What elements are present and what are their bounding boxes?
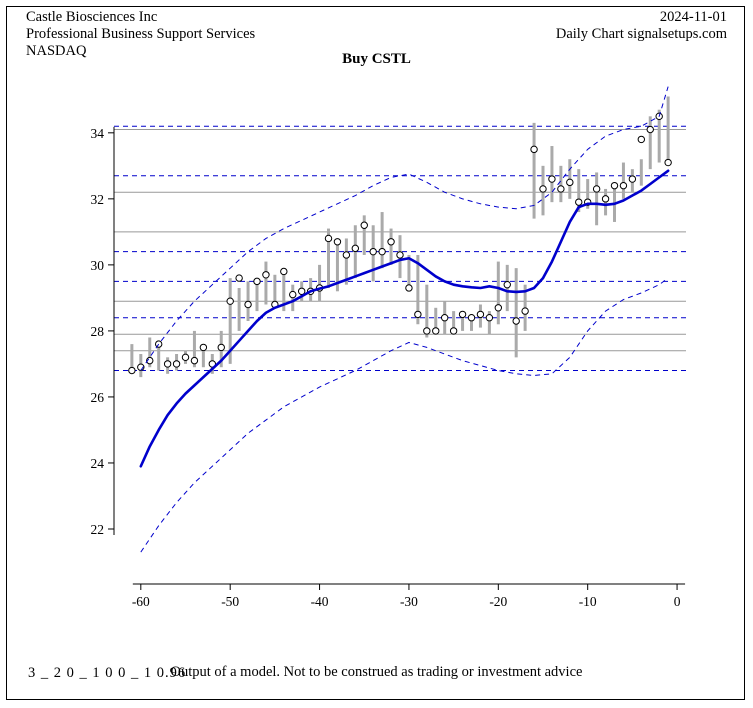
x-tick-label: 0	[673, 594, 681, 609]
chart-svg	[78, 72, 691, 625]
x-tick-label: -20	[489, 594, 508, 609]
x-tick-label: -40	[310, 594, 329, 609]
model-code: 3 _ 2 0 _ 1 0 0 _ 1 0.96	[28, 665, 187, 681]
lower-band-line	[141, 278, 668, 552]
model-mean-line	[141, 171, 668, 466]
company-sector: Professional Business Support Services	[26, 26, 256, 42]
x-tick-label: -10	[578, 594, 597, 609]
exchange-name: NASDAQ	[26, 43, 87, 59]
chart-title: Buy CSTL	[342, 51, 411, 67]
chart-disclaimer: Output of a model. Not to be construed as trading or investment advice	[170, 664, 583, 680]
company-name: Castle Biosciences Inc	[26, 9, 158, 25]
chart-source: Daily Chart signalsetups.com	[555, 26, 727, 42]
price-bars	[132, 97, 668, 378]
x-tick-label: -60	[131, 594, 150, 609]
x-tick-label: -30	[399, 594, 418, 609]
y-tick-label: 34	[90, 125, 104, 141]
y-tick-label: 32	[90, 191, 104, 207]
y-tick-label: 22	[90, 521, 104, 537]
plot-area	[78, 72, 691, 625]
chart-date: 2024-11-01	[659, 9, 727, 25]
x-tick-label: -50	[221, 594, 240, 609]
y-tick-label: 30	[90, 257, 104, 273]
y-tick-label: 26	[90, 389, 104, 405]
y-tick-label: 28	[90, 323, 104, 339]
y-tick-label: 24	[90, 455, 104, 471]
